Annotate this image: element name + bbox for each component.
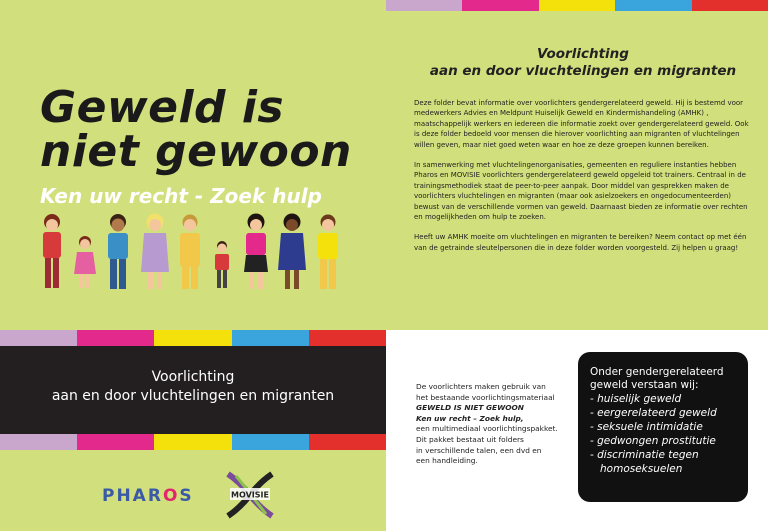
- back-heading-line2: aan en door vluchtelingen en migranten: [51, 388, 335, 404]
- person-figure: [43, 214, 61, 288]
- movisie-logo: [222, 470, 278, 520]
- intro-heading-line2: aan en door vluchtelingen en migranten: [429, 63, 737, 79]
- definition-item: - discriminatie tegen: [590, 449, 699, 461]
- definition-box: [578, 352, 748, 502]
- materials-title: GEWELD IS NIET GEWOON: [416, 403, 524, 413]
- person-figure: [318, 215, 338, 290]
- back-cover-panel: [0, 330, 386, 531]
- materials-text: [416, 382, 591, 467]
- person-figure: [74, 236, 96, 288]
- intro-body: [414, 98, 754, 263]
- person-figure: [141, 214, 169, 290]
- definition-item: homoseksuelen: [590, 463, 683, 475]
- cover-panel: [0, 0, 386, 330]
- definition-item: - gedwongen prostitutie: [590, 435, 716, 447]
- color-stripe: [0, 330, 386, 346]
- materials-line: een handleiding.: [416, 456, 478, 466]
- materials-panel: [386, 330, 768, 531]
- person-figure: [244, 214, 268, 290]
- back-heading: [0, 368, 386, 406]
- cover-title-line1: Geweld is: [40, 82, 285, 133]
- definition-item: - eergerelateerd geweld: [590, 407, 717, 419]
- intro-heading: [410, 46, 756, 80]
- cover-title-line2: niet gewoon: [40, 126, 352, 177]
- person-figure: [180, 215, 200, 290]
- definition-intro: Onder gendergerelateerd geweld verstaan wij:: [590, 366, 724, 391]
- materials-line: Dit pakket bestaat uit folders: [416, 434, 524, 444]
- definition-item: - seksuele intimidatie: [590, 421, 703, 433]
- pharos-logo: PHAROS: [102, 486, 194, 506]
- color-stripe: [0, 434, 386, 450]
- cover-subtitle: Ken uw recht - Zoek hulp: [40, 184, 322, 208]
- materials-line: in verschillende talen, een dvd en: [416, 445, 542, 455]
- definition-item: - huiselijk geweld: [590, 393, 682, 405]
- movisie-wordmark: MOVISIE: [231, 490, 269, 500]
- intro-heading-line1: Voorlichting: [537, 46, 629, 62]
- movisie-mark-icon: [222, 470, 278, 520]
- person-figure: [215, 241, 229, 288]
- back-heading-line1: Voorlichting: [151, 369, 235, 385]
- person-figure: [108, 214, 128, 289]
- intro-panel: [386, 0, 768, 330]
- definition-list: [590, 392, 736, 476]
- color-stripe: [386, 0, 768, 11]
- intro-paragraph: In samenwerking met vluchtelingenorganisaties, gemeenten en reguliere instanties hebben Pharos en MOVISIE voorlichters gendergerelateerd geweld opgeleid tot trainers. Centraal in de trainingsmethodiek staat de peer-to-peer aanpak. Door middel van gesprekken maken de voorlichters vluchtelingen en migranten (maar ook asielzoekers en ongedocumenteerden) bewust van de verschillende vormen van geweld. Daarnaast bieden ze informatie over rechten en mogelijkheden om hulp te zoeken.: [414, 161, 748, 222]
- materials-subtitle: Ken uw recht – Zoek hulp,: [416, 413, 524, 423]
- materials-line: De voorlichters maken gebruik van: [416, 382, 546, 391]
- materials-line: een multimediaal voorlichtingspakket.: [416, 424, 558, 434]
- person-figure: [278, 214, 306, 290]
- people-illustration: [30, 212, 360, 294]
- intro-paragraph: Heeft uw AMHK moeite om vluchtelingen en migranten te bereiken? Neem contact op met één van de getrainde sleutelpersonen die in deze folder worden voorgesteld. Zij helpen u graag!: [414, 233, 747, 252]
- intro-paragraph: Deze folder bevat informatie over voorlichters gendergerelateerd geweld. Hij is bestemd voor medewerkers Advies en Meldpunt Huiselijk Geweld en Kindermishandeling (AMHK) , maatschappelijk werkers en iedereen die informatie zoekt over gendergerelateerd geweld. Ook is deze folder bedoeld voor mensen die hierover voorlichting aan migranten of vluchtelingen willen geven, maar niet goed weten waar en hoe ze deze groepen kunnen bereiken.: [414, 99, 749, 149]
- materials-line: het bestaande voorlichtingsmateriaal: [416, 392, 555, 402]
- cover-title: [40, 82, 370, 177]
- pharos-logo-accent: O: [162, 486, 180, 506]
